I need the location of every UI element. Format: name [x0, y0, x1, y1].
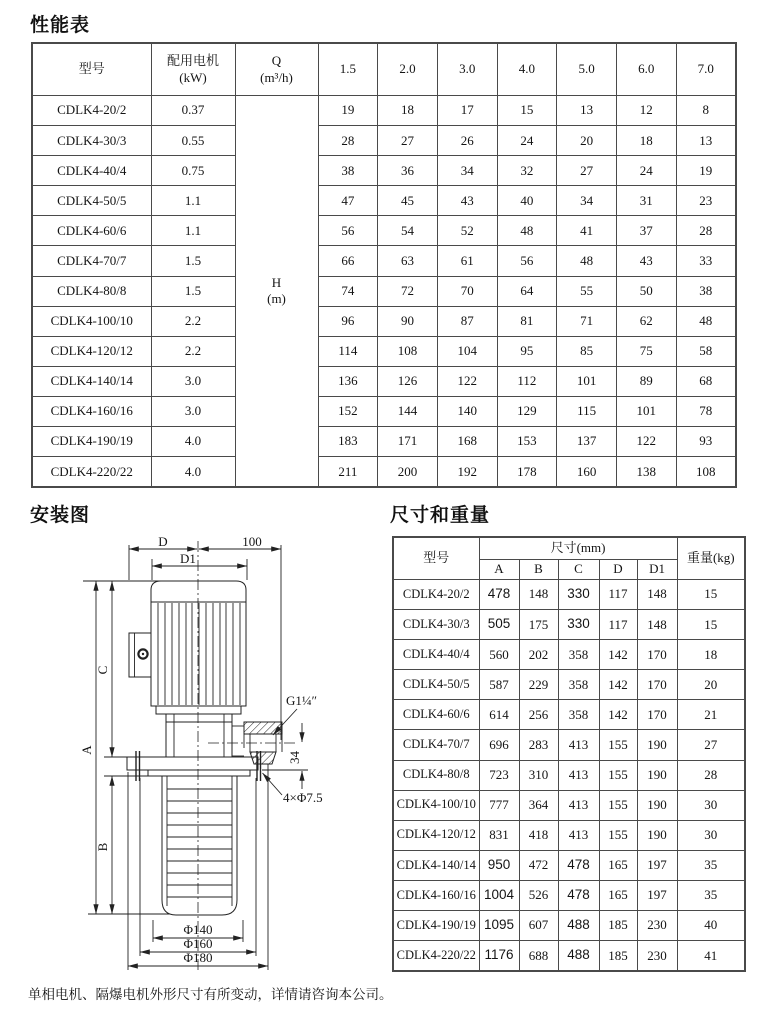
cell-dimension: 488 [558, 941, 599, 972]
dim-label-34: 34 [287, 751, 302, 764]
performance-header-row [32, 43, 736, 96]
performance-row [32, 396, 736, 426]
motor-fins [158, 603, 240, 705]
cell-weight: 15 [677, 610, 745, 640]
cell-head-value: 24 [616, 156, 676, 186]
cell-head-value: 74 [318, 276, 378, 306]
cell-dimension: 358 [558, 640, 599, 670]
dim-label-a: A [79, 745, 94, 755]
cell-dimension: 358 [558, 670, 599, 700]
header-weight: 重量(kg) [677, 537, 745, 580]
terminal-box [129, 633, 151, 677]
cell-head-value: 115 [557, 396, 617, 426]
header-flow: 7.0 [676, 43, 736, 96]
cell-dimension: 688 [519, 941, 558, 972]
cell-head-value: 78 [676, 396, 736, 426]
header-col-b: B [519, 560, 558, 580]
cell-dimension: 117 [599, 580, 637, 610]
cell-head-value: 200 [378, 457, 438, 488]
cell-dimension: 418 [519, 820, 558, 850]
cell-head-value: 45 [378, 186, 438, 216]
cell-dimension: 413 [558, 730, 599, 760]
cell-dimension: 330 [558, 610, 599, 640]
cell-model: CDLK4-20/2 [393, 580, 479, 610]
cell-model: CDLK4-40/4 [393, 640, 479, 670]
cell-weight: 21 [677, 700, 745, 730]
cell-weight: 35 [677, 850, 745, 880]
cell-dimension: 526 [519, 880, 558, 910]
cell-head-value: 23 [676, 186, 736, 216]
cell-head-value: 37 [616, 216, 676, 246]
performance-row [32, 336, 736, 366]
cell-dimension: 1095 [479, 911, 519, 941]
cell-model: CDLK4-220/22 [393, 941, 479, 972]
cell-head-value: 63 [378, 246, 438, 276]
header-q-line1: Q [271, 53, 282, 69]
cell-model: CDLK4-190/19 [393, 911, 479, 941]
performance-row [32, 366, 736, 396]
cell-dimension: 165 [599, 880, 637, 910]
cell-weight: 30 [677, 820, 745, 850]
dimension-row [393, 580, 745, 610]
cell-dimension: 142 [599, 640, 637, 670]
cell-dimension: 230 [637, 941, 677, 972]
cell-head-value: 122 [437, 366, 497, 396]
cell-head-value: 85 [557, 336, 617, 366]
dimension-row [393, 730, 745, 760]
dia-160-label: Φ160 [183, 936, 213, 951]
cell-dimension: 202 [519, 640, 558, 670]
cell-motor-kw: 4.0 [151, 427, 235, 457]
cell-head-value: 28 [318, 126, 378, 156]
cell-model: CDLK4-190/19 [32, 427, 151, 457]
motor-outline [151, 581, 246, 714]
cell-dimension: 1004 [479, 880, 519, 910]
cell-weight: 40 [677, 911, 745, 941]
performance-row [32, 306, 736, 336]
cell-head-value: 32 [497, 156, 557, 186]
cell-head-value: 144 [378, 396, 438, 426]
thread-label: G1¼″ [286, 693, 318, 708]
cell-head-value: 19 [676, 156, 736, 186]
dimension-labels [79, 534, 323, 965]
cell-model: CDLK4-140/14 [393, 850, 479, 880]
cell-head-value: 101 [557, 366, 617, 396]
dim-label-c: C [95, 665, 110, 675]
cell-motor-kw: 1.5 [151, 246, 235, 276]
cell-dimension: 190 [637, 790, 677, 820]
cell-head-value: 153 [497, 427, 557, 457]
header-model: 型号 [32, 43, 151, 96]
cell-head-value: 58 [676, 336, 736, 366]
cell-dimension: 197 [637, 850, 677, 880]
cell-head-value: 12 [616, 96, 676, 126]
cell-dimension: 170 [637, 700, 677, 730]
dimension-row [393, 941, 745, 972]
dimension-row [393, 670, 745, 700]
cell-model: CDLK4-120/12 [393, 820, 479, 850]
installation-title: 安装图 [30, 505, 91, 526]
header-col-d1: D1 [637, 560, 677, 580]
cell-motor-kw: 1.5 [151, 276, 235, 306]
cell-head-value: 43 [437, 186, 497, 216]
performance-table [31, 42, 737, 488]
cell-dimension: 358 [558, 700, 599, 730]
cell-head-value: 178 [497, 457, 557, 488]
header-q-line2: (m³/h) [260, 69, 293, 85]
cell-dimension: 155 [599, 730, 637, 760]
cell-model: CDLK4-50/5 [32, 186, 151, 216]
cell-head-value: 70 [437, 276, 497, 306]
header-q [235, 43, 318, 96]
cell-head-value: 136 [318, 366, 378, 396]
cell-head-value: 129 [497, 396, 557, 426]
cell-head-value: 56 [497, 246, 557, 276]
cell-head-value: 62 [616, 306, 676, 336]
cell-model: CDLK4-50/5 [393, 670, 479, 700]
cell-motor-kw: 2.2 [151, 306, 235, 336]
cell-weight: 35 [677, 880, 745, 910]
cell-dimension: 229 [519, 670, 558, 700]
cell-dimension: 165 [599, 850, 637, 880]
cell-dimension: 478 [558, 850, 599, 880]
header-flow: 3.0 [437, 43, 497, 96]
cell-head-value: 93 [676, 427, 736, 457]
cell-head-value: 122 [616, 427, 676, 457]
cell-dimension: 155 [599, 760, 637, 790]
cell-head-value: 55 [557, 276, 617, 306]
dimension-header-row1 [393, 537, 745, 560]
cell-dimension: 310 [519, 760, 558, 790]
cell-dimension: 413 [558, 790, 599, 820]
cell-dimension: 488 [558, 911, 599, 941]
footnote: 单相电机、隔爆电机外形尺寸有所变动，详情请咨询本公司。 [28, 987, 393, 1002]
cell-model: CDLK4-20/2 [32, 96, 151, 126]
cell-head-value: 52 [437, 216, 497, 246]
cell-dimension: 142 [599, 700, 637, 730]
header-flow: 6.0 [616, 43, 676, 96]
performance-row [32, 427, 736, 457]
dimension-row [393, 820, 745, 850]
installation-diagram [28, 528, 388, 993]
dimension-row [393, 850, 745, 880]
cell-dimension: 155 [599, 820, 637, 850]
cell-dimension: 330 [558, 580, 599, 610]
dimension-row [393, 610, 745, 640]
cell-motor-kw: 4.0 [151, 457, 235, 488]
cell-head-value: 15 [497, 96, 557, 126]
cell-head-value: 112 [497, 366, 557, 396]
cell-head-value: 192 [437, 457, 497, 488]
cell-model: CDLK4-70/7 [32, 246, 151, 276]
cell-dimension: 256 [519, 700, 558, 730]
cell-head-value: 90 [378, 306, 438, 336]
cell-dimension: 190 [637, 760, 677, 790]
cell-model: CDLK4-140/14 [32, 366, 151, 396]
performance-row [32, 96, 736, 126]
performance-row [32, 156, 736, 186]
cell-head-value: 64 [497, 276, 557, 306]
cell-dimension: 607 [519, 911, 558, 941]
cell-dimension: 777 [479, 790, 519, 820]
cell-head-value: 13 [676, 126, 736, 156]
dimension-row [393, 880, 745, 910]
dim-label-b: B [95, 842, 110, 852]
cell-head-value: 18 [616, 126, 676, 156]
header-motor [151, 43, 235, 96]
performance-row [32, 126, 736, 156]
header-motor-line1: 配用电机 [166, 53, 219, 69]
dim-label-100: 100 [242, 534, 262, 549]
cell-model: CDLK4-60/6 [393, 700, 479, 730]
cell-weight: 20 [677, 670, 745, 700]
cell-head-value: 50 [616, 276, 676, 306]
cell-head-value: 24 [497, 126, 557, 156]
cell-motor-kw: 1.1 [151, 216, 235, 246]
cell-head-value: 41 [557, 216, 617, 246]
pump-barrel [162, 776, 237, 915]
cell-dimension: 587 [479, 670, 519, 700]
cell-dimension: 190 [637, 820, 677, 850]
cell-dimension: 696 [479, 730, 519, 760]
cell-head-value: 66 [318, 246, 378, 276]
cell-model: CDLK4-160/16 [393, 880, 479, 910]
header-col-d: D [599, 560, 637, 580]
cell-dimension: 190 [637, 730, 677, 760]
cell-dimension: 614 [479, 700, 519, 730]
cell-weight: 15 [677, 580, 745, 610]
cell-head-value: 160 [557, 457, 617, 488]
holes-label: 4×Φ7.5 [283, 790, 323, 805]
cell-head-value: 140 [437, 396, 497, 426]
cell-dimension: 148 [637, 580, 677, 610]
performance-row [32, 186, 736, 216]
cell-head-value: 34 [437, 156, 497, 186]
cell-head-value: 33 [676, 246, 736, 276]
performance-row [32, 457, 736, 488]
cell-head-value: 36 [378, 156, 438, 186]
dimension-table [392, 536, 746, 972]
cell-dimension: 148 [519, 580, 558, 610]
cell-dimension: 505 [479, 610, 519, 640]
cell-weight: 41 [677, 941, 745, 972]
cell-head-value: 81 [497, 306, 557, 336]
cell-model: CDLK4-60/6 [32, 216, 151, 246]
pump-head [166, 714, 232, 757]
cell-dimension: 950 [479, 850, 519, 880]
cell-head-value: 48 [557, 246, 617, 276]
cell-motor-kw: 2.2 [151, 336, 235, 366]
cell-head-value: 26 [437, 126, 497, 156]
performance-row [32, 276, 736, 306]
header-col-a: A [479, 560, 519, 580]
cell-head-value: 18 [378, 96, 438, 126]
cell-head-value: 56 [318, 216, 378, 246]
cell-dimension: 185 [599, 941, 637, 972]
dia-140-label: Φ140 [183, 922, 213, 937]
cell-motor-kw: 3.0 [151, 396, 235, 426]
cell-dimension: 197 [637, 880, 677, 910]
header-flow: 5.0 [557, 43, 617, 96]
cell-head-value: 61 [437, 246, 497, 276]
cell-model: CDLK4-30/3 [393, 610, 479, 640]
cell-weight: 30 [677, 790, 745, 820]
cell-head-value: 168 [437, 427, 497, 457]
cell-motor-kw: 0.37 [151, 96, 235, 126]
cell-dimension: 283 [519, 730, 558, 760]
dimension-row [393, 790, 745, 820]
header-motor-line2: (kW) [179, 69, 207, 85]
cell-head-value: 171 [378, 427, 438, 457]
cell-head-value: 114 [318, 336, 378, 366]
cell-head-value: 68 [676, 366, 736, 396]
cell-head-value: 38 [676, 276, 736, 306]
cell-dimension: 175 [519, 610, 558, 640]
cell-head-value: 28 [676, 216, 736, 246]
cell-dimension: 364 [519, 790, 558, 820]
cell-head-value: 54 [378, 216, 438, 246]
cell-motor-kw: 1.1 [151, 186, 235, 216]
cell-head-value: 31 [616, 186, 676, 216]
cell-motor-kw: 0.55 [151, 126, 235, 156]
dimension-row [393, 760, 745, 790]
dimension-row [393, 911, 745, 941]
mounting-plate [127, 751, 261, 781]
cell-head-value: 72 [378, 276, 438, 306]
cell-head-value: 126 [378, 366, 438, 396]
cell-dimension: 185 [599, 911, 637, 941]
header-flow: 2.0 [378, 43, 438, 96]
cell-dimension: 560 [479, 640, 519, 670]
performance-title: 性能表 [30, 15, 91, 36]
cell-head-value: 95 [497, 336, 557, 366]
cell-head-value: 27 [557, 156, 617, 186]
cell-head-value: 101 [616, 396, 676, 426]
cell-head-value: 48 [676, 306, 736, 336]
cell-head-value: 27 [378, 126, 438, 156]
header-model: 型号 [393, 537, 479, 580]
cell-weight: 27 [677, 730, 745, 760]
cell-head-value: 8 [676, 96, 736, 126]
header-col-c: C [558, 560, 599, 580]
cell-dimension: 831 [479, 820, 519, 850]
cell-head-value: 108 [676, 457, 736, 488]
cell-dimension: 472 [519, 850, 558, 880]
cell-dimension: 170 [637, 640, 677, 670]
cell-model: CDLK4-30/3 [32, 126, 151, 156]
cell-dimension: 478 [479, 580, 519, 610]
cell-dimension: 148 [637, 610, 677, 640]
stage-lines [167, 789, 232, 897]
cell-head-value: 96 [318, 306, 378, 336]
cell-dimension: 723 [479, 760, 519, 790]
cell-head-value: 89 [616, 366, 676, 396]
cell-dimension: 413 [558, 820, 599, 850]
performance-row [32, 246, 736, 276]
header-flow: 1.5 [318, 43, 378, 96]
cell-dimension: 230 [637, 911, 677, 941]
dimensions-title: 尺寸和重量 [390, 505, 491, 526]
cell-head-value: 19 [318, 96, 378, 126]
dia-180-label: Φ180 [183, 950, 213, 965]
performance-row [32, 216, 736, 246]
cell-head-value: 40 [497, 186, 557, 216]
cell-motor-kw: 0.75 [151, 156, 235, 186]
cell-model: CDLK4-220/22 [32, 457, 151, 488]
cell-model: CDLK4-100/10 [32, 306, 151, 336]
cell-weight: 28 [677, 760, 745, 790]
cell-head-value: 48 [497, 216, 557, 246]
cell-head-value: 152 [318, 396, 378, 426]
cell-model: CDLK4-120/12 [32, 336, 151, 366]
cell-head-value: 47 [318, 186, 378, 216]
header-size-group: 尺寸(mm) [479, 537, 677, 560]
cell-head-unit: H (m) [235, 96, 318, 488]
cell-dimension: 142 [599, 670, 637, 700]
dimension-row [393, 700, 745, 730]
cell-head-value: 38 [318, 156, 378, 186]
dimension-row [393, 640, 745, 670]
cell-weight: 18 [677, 640, 745, 670]
cell-head-value: 20 [557, 126, 617, 156]
cell-head-value: 87 [437, 306, 497, 336]
cell-head-value: 34 [557, 186, 617, 216]
dim-label-d: D [158, 534, 168, 549]
cell-model: CDLK4-80/8 [32, 276, 151, 306]
header-flow: 4.0 [497, 43, 557, 96]
cell-dimension: 1176 [479, 941, 519, 972]
cell-head-value: 108 [378, 336, 438, 366]
cell-model: CDLK4-100/10 [393, 790, 479, 820]
cell-head-value: 137 [557, 427, 617, 457]
cell-head-value: 71 [557, 306, 617, 336]
cell-head-value: 75 [616, 336, 676, 366]
cell-model: CDLK4-70/7 [393, 730, 479, 760]
cell-dimension: 155 [599, 790, 637, 820]
cell-head-value: 211 [318, 457, 378, 488]
cell-model: CDLK4-160/16 [32, 396, 151, 426]
cell-head-value: 138 [616, 457, 676, 488]
cell-model: CDLK4-80/8 [393, 760, 479, 790]
cell-head-value: 104 [437, 336, 497, 366]
cell-head-value: 183 [318, 427, 378, 457]
cell-dimension: 117 [599, 610, 637, 640]
dim-label-d1: D1 [180, 551, 196, 566]
cell-head-value: 17 [437, 96, 497, 126]
cell-dimension: 170 [637, 670, 677, 700]
cell-head-value: 13 [557, 96, 617, 126]
cell-dimension: 413 [558, 760, 599, 790]
cell-model: CDLK4-40/4 [32, 156, 151, 186]
cell-dimension: 478 [558, 880, 599, 910]
cell-head-value: 43 [616, 246, 676, 276]
cell-motor-kw: 3.0 [151, 366, 235, 396]
